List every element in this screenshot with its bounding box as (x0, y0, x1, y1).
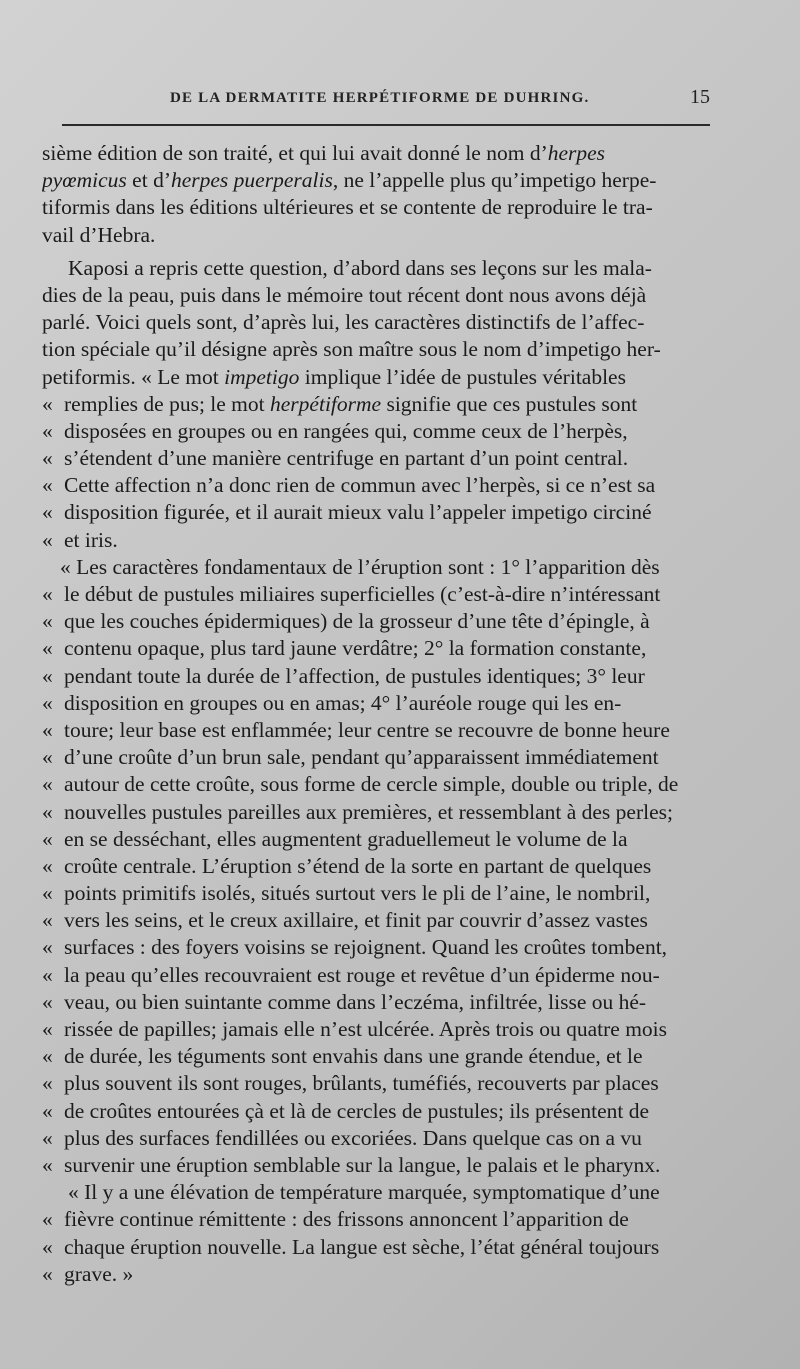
text-line: « croûte centrale. L’éruption s’étend de la sorte en partant de quelques (42, 853, 732, 880)
text-line: « Les caractères fondamentaux de l’éruption sont : 1° l’apparition dès (60, 554, 660, 579)
quote-mark: « (42, 1152, 53, 1177)
text-line: « en se desséchant, elles augmentent graduellemeut le volume de la (42, 826, 732, 853)
text-line: parlé. Voici quels sont, d’après lui, les caractères distinctifs de l’affec- (42, 310, 645, 335)
quote-mark: « (42, 962, 53, 987)
quote-mark: « (42, 826, 53, 851)
quote-mark: « (42, 989, 53, 1014)
text-line: « toure; leur base est enflammée; leur centre se recouvre de bonne heure (42, 717, 732, 744)
text-line: « grave. » (42, 1261, 732, 1288)
quote-mark: « (42, 609, 53, 634)
text-line: « vers les seins, et le creux axillaire, et finit par couvrir d’assez vastes (42, 907, 732, 934)
quote-mark: « (42, 636, 53, 661)
text-line: « disposition figurée, et il aurait mieux valu l’appeler impetigo circiné (42, 499, 732, 526)
text-line: « pendant toute la durée de l’affection, de pustules identiques; 3° leur (42, 663, 732, 690)
text-line: « la peau qu’elles recouvraient est rouge et revêtue d’un épiderme nou- (42, 962, 732, 989)
quote-mark: « (42, 745, 53, 770)
text-line: « nouvelles pustules pareilles aux premières, et ressemblant à des perles; (42, 799, 732, 826)
text-line: « de croûtes entourées çà et là de cercles de pustules; ils présentent de (42, 1098, 732, 1125)
text-line: sième édition de son traité, et qui lui avait donné le nom d’herpes (42, 141, 606, 165)
quote-mark: « (42, 527, 53, 552)
text-line: « contenu opaque, plus tard jaune verdâtre; 2° la formation constante, (42, 635, 732, 662)
page-header (150, 86, 710, 116)
quote-mark: « (42, 908, 53, 933)
text-line: vail d’Hebra. (42, 222, 156, 247)
text-line: « que les couches épidermiques) de la grosseur d’une tête d’épingle, à (42, 608, 732, 635)
quote-mark: « (42, 500, 53, 525)
text-line: « Cette affection n’a donc rien de commun avec l’herpès, si ce n’est sa (42, 472, 732, 499)
text-line: « remplies de pus; le mot herpétiforme signifie que ces pustules sont (42, 391, 732, 418)
quote-mark: « (42, 690, 53, 715)
text-line: « survenir une éruption semblable sur la langue, le palais et le pharynx. (42, 1152, 732, 1179)
text-line: « le début de pustules miliaires superficielles (c’est-à-dire n’intéressant (42, 581, 732, 608)
quote-mark: « (42, 391, 53, 416)
quote-mark: « (42, 473, 53, 498)
text-line: « disposition en groupes ou en amas; 4° l’auréole rouge qui les en- (42, 690, 732, 717)
quote-mark: « (42, 582, 53, 606)
quote-mark: « (42, 446, 53, 471)
text-line: « d’une croûte d’un brun sale, pendant qu’apparaissent immédiatement (42, 744, 732, 771)
quote-mark: « (42, 418, 53, 443)
quote-mark: « (42, 1125, 53, 1150)
text-line: petiformis. « Le mot impetigo implique l’idée de pustules véritables (42, 364, 626, 389)
quote-mark: « (42, 663, 53, 688)
quote-mark: « (42, 1207, 53, 1232)
header-rule (62, 124, 710, 126)
text-line: « chaque éruption nouvelle. La langue est sèche, l’état général toujours (42, 1234, 732, 1261)
text-line: « plus souvent ils sont rouges, brûlants, tuméfiés, recouverts par places (42, 1070, 732, 1097)
text-line: « fièvre continue rémittente : des frissons annoncent l’apparition de (42, 1206, 732, 1233)
text-line: pyœmicus et d’herpes puerperalis, ne l’appelle plus qu’impetigo herpe- (42, 168, 657, 193)
text-line: « de durée, les téguments sont envahis dans une grande étendue, et le (42, 1043, 732, 1070)
quote-mark: « (42, 881, 53, 906)
quote-mark: « (42, 853, 53, 878)
text-line: « et iris. (42, 527, 732, 554)
text-line: « plus des surfaces fendillées ou excoriées. Dans quelque cas on a vu (42, 1125, 732, 1152)
quote-mark: « (42, 1044, 53, 1069)
text-line: « rissée de papilles; jamais elle n’est ulcérée. Après trois ou quatre mois (42, 1016, 732, 1043)
text-line: « surfaces : des foyers voisins se rejoignent. Quand les croûtes tombent, (42, 934, 732, 961)
text-line: « s’étendent d’une manière centrifuge en partant d’un point central. (42, 445, 732, 472)
text-line: Kaposi a repris cette question, d’abord dans ses leçons sur les mala- (68, 255, 652, 280)
quote-mark: « (42, 772, 53, 797)
quote-mark: « (42, 1261, 53, 1286)
quote-mark: « (42, 935, 53, 960)
quote-mark: « (42, 1071, 53, 1096)
quote-mark: « (42, 1234, 53, 1259)
text-line: dies de la peau, puis dans le mémoire tout récent dont nous avons déjà (42, 282, 647, 307)
text-line: « veau, ou bien suintante comme dans l’eczéma, infiltrée, lisse ou hé- (42, 989, 732, 1016)
page-number: 15 (690, 86, 710, 108)
quote-mark: « (42, 799, 53, 824)
text-line: tion spéciale qu’il désigne après son maître sous le nom d’impetigo her- (42, 337, 661, 362)
running-title: DE LA DERMATITE HERPÉTIFORME DE DUHRING. (170, 90, 590, 106)
text-line: « autour de cette croûte, sous forme de cercle simple, double ou triple, de (42, 771, 732, 798)
text-line: « disposées en groupes ou en rangées qui, comme ceux de l’herpès, (42, 418, 732, 445)
quote-mark: « (42, 1017, 53, 1041)
quote-mark: « (42, 717, 53, 742)
text-line: « points primitifs isolés, situés surtout vers le pli de l’aine, le nombril, (42, 880, 732, 907)
text-line: tiformis dans les éditions ultérieures et se contente de reproduire le tra- (42, 195, 653, 220)
quote-mark: « (42, 1098, 53, 1123)
body-text (42, 140, 732, 1288)
text-line: « Il y a une élévation de température marquée, symptomatique d’une (68, 1180, 660, 1205)
